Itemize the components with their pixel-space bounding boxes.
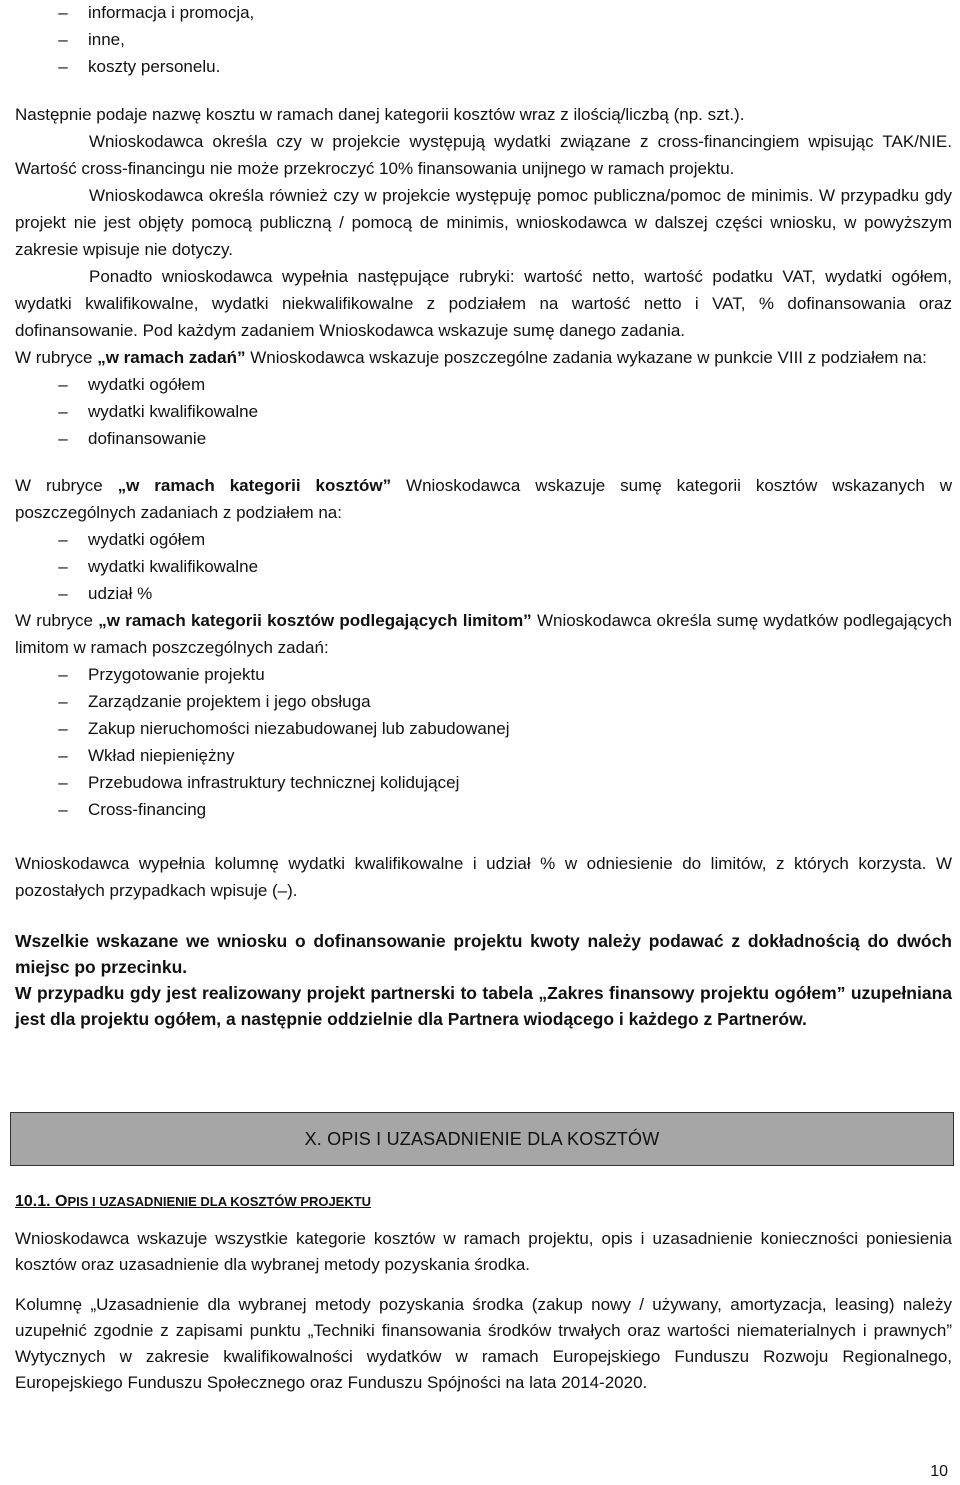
list-item: – Wkład niepieniężny xyxy=(15,742,952,769)
document-page xyxy=(15,0,952,1032)
dash-bullet: – xyxy=(58,746,68,765)
bold-note: Wszelkie wskazane we wniosku o dofinansowanie projektu kwoty należy podawać z dokładnością do dwóch miejsc po przecinku. xyxy=(15,931,952,977)
list-limitow xyxy=(15,661,952,823)
list-item: – wydatki ogółem xyxy=(15,526,952,553)
paragraph: Wnioskodawca określa czy w projekcie występują wydatki związane z cross-financingiem wpisując TAK/NIE. Wartość cross-financingu nie może przekroczyć 10% finansowania unijnego w ramach projektu. xyxy=(15,132,952,178)
dash-bullet: – xyxy=(58,773,68,792)
list-zadan xyxy=(15,371,952,452)
dash-bullet: – xyxy=(58,429,68,448)
subsection-heading: 10.1. OPIS I UZASADNIENIE DLA KOSZTÓW PROJEKTU xyxy=(15,1193,372,1210)
bold-notes xyxy=(15,928,952,1032)
dash-bullet: – xyxy=(58,665,68,684)
paragraph: W rubryce „w ramach zadań” Wnioskodawca wskazuje poszczególne zadania wykazane w punkcie VIII z podziałem na: xyxy=(15,348,927,367)
list-item: – informacja i promocja, xyxy=(15,0,952,26)
paragraph: Ponadto wnioskodawca wypełnia następujące rubryki: wartość netto, wartość podatku VAT, wydatki ogółem, wydatki kwalifikowalne, wydatki niekwalifikowalne z podziałem na wartość netto i VAT, % dofinansowania oraz dofinansowanie. Pod każdym zadaniem Wnioskodawca wskazuje sumę danego zadania. xyxy=(15,267,952,340)
dash-bullet: – xyxy=(58,557,68,576)
paragraph: Kolumnę „Uzasadnienie dla wybranej metody pozyskania środka (zakup nowy / używany, amortyzacja, leasing) należy uzupełnić zgodnie z zapisami punktu „Techniki finansowania środków trwałych oraz wartości niematerialnych i prawnych” Wytycznych w zakresie kwalifikowalności wydatków w ramach Europejskiego Funduszu Rozwoju Regionalnego, Europejskiego Funduszu Społecznego oraz Funduszu Spójności na lata 2014-2020. xyxy=(15,1295,952,1392)
dash-bullet: – xyxy=(58,30,68,49)
paragraph: W rubryce „w ramach kategorii kosztów” Wnioskodawca wskazuje sumę kategorii kosztów wskazanych w poszczególnych zadaniach z podziałem na: xyxy=(15,476,953,522)
list-item: – dofinansowanie xyxy=(15,425,952,452)
list-item: – Cross-financing xyxy=(15,796,952,823)
section-body xyxy=(15,1226,952,1396)
list-kategorii xyxy=(15,526,952,607)
list-item: – Przygotowanie projektu xyxy=(15,661,952,688)
paragraph: Wnioskodawca wskazuje wszystkie kategorie kosztów w ramach projektu, opis i uzasadnienie konieczności poniesienia kosztów oraz uzasadnienie dla wybranej metody pozyskania środka. xyxy=(15,1229,952,1274)
section-title: X. OPIS I UZASADNIENIE DLA KOSZTÓW xyxy=(304,1128,660,1149)
dash-bullet: – xyxy=(58,57,68,76)
list-item: – koszty personelu. xyxy=(15,53,952,80)
dash-bullet: – xyxy=(58,719,68,738)
list-item: – wydatki kwalifikowalne xyxy=(15,553,952,580)
list-item: – Zarządzanie projektem i jego obsługa xyxy=(15,688,952,715)
dash-bullet: – xyxy=(58,800,68,819)
dash-bullet: – xyxy=(58,530,68,549)
dash-bullet: – xyxy=(58,402,68,421)
paragraph: Następnie podaje nazwę kosztu w ramach danej kategorii kosztów wraz z ilością/liczbą (np. szt.). xyxy=(15,105,745,124)
paragraph: Wnioskodawca wypełnia kolumnę wydatki kwalifikowalne i udział % w odniesienie do limitów, z których korzysta. W pozostałych przypadkach wpisuje (–). xyxy=(15,854,952,900)
list-item: – inne, xyxy=(15,26,952,53)
list-item: – wydatki kwalifikowalne xyxy=(15,398,952,425)
paragraph: W rubryce „w ramach kategorii kosztów podlegających limitom” Wnioskodawca określa sumę wydatków podlegających limitom w ramach poszczególnych zadań: xyxy=(15,611,952,657)
dash-bullet: – xyxy=(58,584,68,603)
list-item: – udział % xyxy=(15,580,952,607)
list-item: – Zakup nieruchomości niezabudowanej lub zabudowanej xyxy=(15,715,952,742)
dash-bullet: – xyxy=(58,692,68,711)
dash-bullet: – xyxy=(58,375,68,394)
intro-list xyxy=(15,0,952,80)
bold-note: W przypadku gdy jest realizowany projekt partnerski to tabela „Zakres finansowy projektu ogółem” uzupełniana jest dla projektu ogółem, a następnie oddzielnie dla Partnera wiodącego i każdego z Partnerów. xyxy=(15,983,952,1029)
page-number: 10 xyxy=(930,1463,948,1480)
section-heading-bar xyxy=(10,1112,954,1166)
paragraph: Wnioskodawca określa również czy w projekcie występuję pomoc publiczna/pomoc de minimis. W przypadku gdy projekt nie jest objęty pomocą publiczną / pomocą de minimis, wnioskodawca w dalszej części wniosku, w powyższym zakresie wpisuje nie dotyczy. xyxy=(15,186,952,259)
list-item: – wydatki ogółem xyxy=(15,371,952,398)
list-item: – Przebudowa infrastruktury technicznej kolidującej xyxy=(15,769,952,796)
dash-bullet: – xyxy=(58,3,68,22)
